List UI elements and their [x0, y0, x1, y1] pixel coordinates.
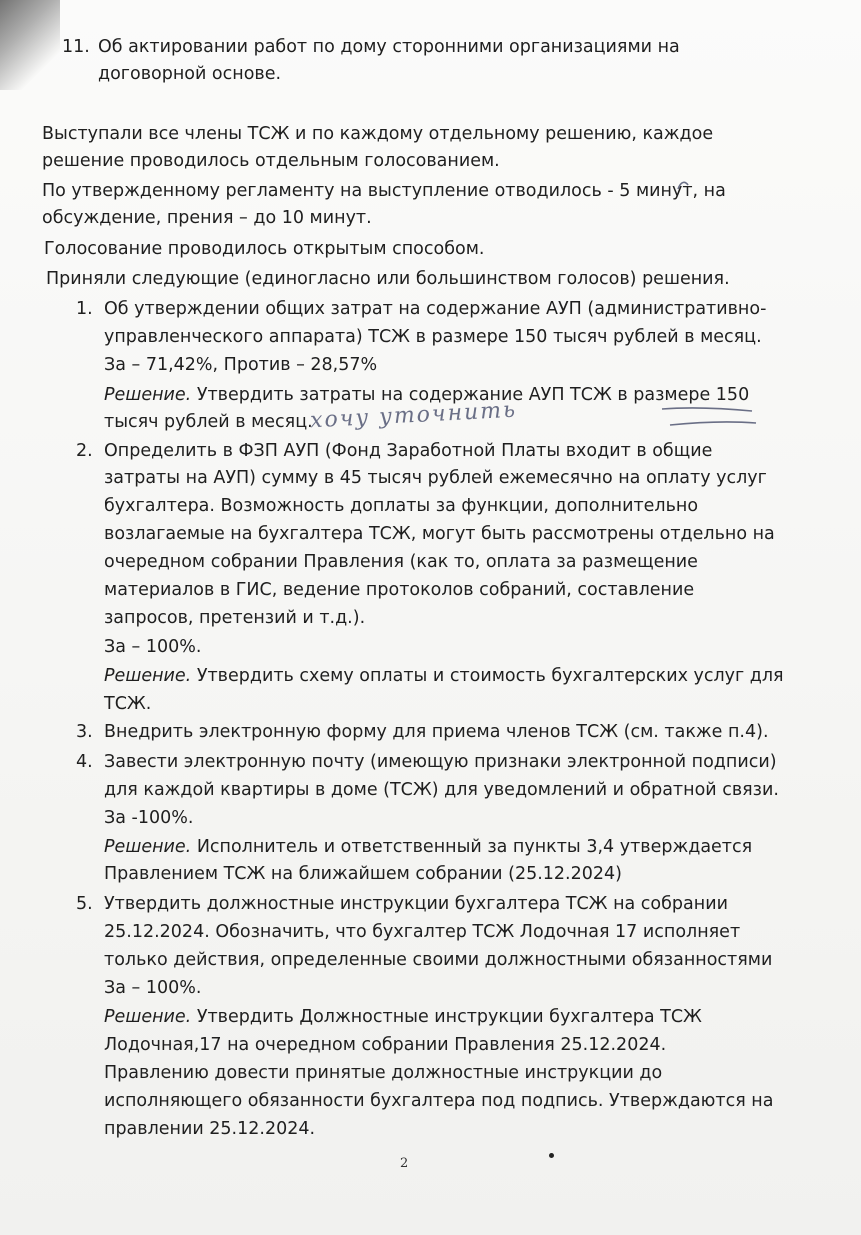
item-5-decision-line: исполняющего обязанности бухгалтера под подпись. Утверждаются на: [104, 1091, 774, 1111]
item-11-number: 11.: [62, 37, 90, 57]
intro-line: Приняли следующие (единогласно или большинством голосов) решения.: [46, 269, 730, 289]
item-1-line: управленческого аппарата) ТСЖ в размере 150 тысяч рублей в месяц.: [104, 327, 762, 347]
item-11-line: договорной основе.: [98, 64, 282, 84]
item-2-line: Определить в ФЗП АУП (Фонд Заработной Платы входит в общие: [104, 441, 713, 461]
item-2-vote: За – 100%.: [104, 637, 202, 657]
item-4-line: для каждой квартиры в доме (ТСЖ) для уведомлений и обратной связи.: [104, 780, 779, 800]
intro-line: обсуждение, прения – до 10 минут.: [42, 208, 372, 228]
ink-dot: [549, 1153, 554, 1158]
item-5-decision-line: Лодочная,17 на очередном собрании Правления 25.12.2024.: [104, 1035, 667, 1055]
item-2-line: затраты на АУП) сумму в 45 тысяч рублей ежемесячно на оплату услуг: [104, 468, 767, 488]
decision-label: Решение.: [104, 385, 192, 405]
decision-label: Решение.: [104, 1007, 192, 1027]
decision-label: Решение.: [104, 666, 192, 686]
item-4-vote: За -100%.: [104, 808, 194, 828]
item-2-line: материалов в ГИС, ведение протоколов собраний, составление: [104, 580, 695, 600]
intro-line: решение проводилось отдельным голосованием.: [42, 151, 500, 171]
item-5-decision: Решение. Утвердить Должностные инструкции бухгалтера ТСЖ: [104, 1007, 702, 1027]
intro-line: По утвержденному регламенту на выступление отводилось - 5 минут, на: [42, 181, 726, 201]
item-2-line: очередном собрании Правления (как то, оплата за размещение: [104, 552, 698, 572]
item-2-line: запросов, претензий и т.д.).: [104, 608, 366, 628]
item-4-line: Завести электронную почту (имеющую признаки электронной подписи): [104, 752, 777, 772]
intro-line: Выступали все члены ТСЖ и по каждому отдельному решению, каждое: [42, 124, 714, 144]
item-4-decision: Решение. Исполнитель и ответственный за пункты 3,4 утверждается: [104, 837, 753, 857]
ink-mark: [676, 179, 690, 191]
item-2-line: бухгалтера. Возможность доплаты за функции, дополнительно: [104, 496, 699, 516]
item-5-line: 25.12.2024. Обозначить, что бухгалтер ТСЖ Лодочная 17 исполняет: [104, 922, 741, 942]
item-5-decision-line: Правлению довести принятые должностные инструкции до: [104, 1063, 663, 1083]
item-11-line: Об актировании работ по дому сторонними организациями на: [98, 37, 680, 57]
scan-shadow: [0, 0, 60, 90]
intro-line: Голосование проводилось открытым способом.: [44, 239, 485, 259]
page-number: 2: [400, 1156, 409, 1171]
handwritten-underline: [660, 405, 760, 435]
item-5-vote: За – 100%.: [104, 978, 202, 998]
item-2-number: 2.: [76, 441, 93, 461]
decision-label: Решение.: [104, 837, 192, 857]
item-4-decision-line: Правлением ТСЖ на ближайшем собрании (25.12.2024): [104, 864, 622, 884]
item-1-vote: За – 71,42%, Против – 28,57%: [104, 355, 378, 375]
item-2-decision-line: ТСЖ.: [104, 694, 152, 714]
handwritten-note: хочу уточнить: [309, 397, 518, 434]
item-2-line: возлагаемые на бухгалтера ТСЖ, могут быть рассмотрены отдельно на: [104, 524, 775, 544]
item-4-number: 4.: [76, 752, 93, 772]
item-1-decision-line: тысяч рублей в месяц.: [104, 412, 313, 432]
item-1-number: 1.: [76, 299, 93, 319]
item-1-line: Об утверждении общих затрат на содержание АУП (административно-: [104, 299, 767, 319]
item-5-line: только действия, определенные своими должностными обязанностями: [104, 950, 773, 970]
item-5-decision-line: правлении 25.12.2024.: [104, 1119, 316, 1139]
item-1-decision: Решение. Утвердить затраты на содержание АУП ТСЖ в размере 150: [104, 385, 750, 405]
item-5-line: Утвердить должностные инструкции бухгалтера ТСЖ на собрании: [104, 894, 728, 914]
item-2-decision: Решение. Утвердить схему оплаты и стоимость бухгалтерских услуг для: [104, 666, 784, 686]
item-5-number: 5.: [76, 894, 93, 914]
item-3-number: 3.: [76, 722, 93, 742]
item-3-line: Внедрить электронную форму для приема членов ТСЖ (см. также п.4).: [104, 722, 769, 742]
